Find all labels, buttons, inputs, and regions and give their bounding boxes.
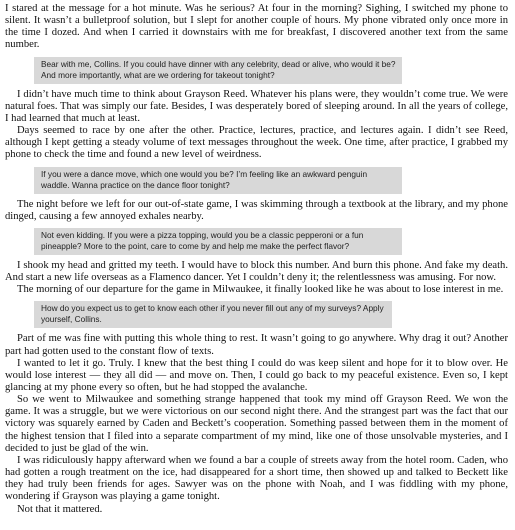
paragraph-4: The night before we left for our out-of-state game, I was skimming through a textbook at the library, and my phone dinged, causing a few annoyed exhales nearby. [5, 198, 508, 222]
paragraph-5: I shook my head and gritted my teeth. I would have to block this number. And burn this phone. And fake my death. And start a new life overseas as a Flamenco dancer. Yet I couldn’t deny it; the relentlessness was amusing. For now. [5, 259, 508, 284]
text-message-1: Bear with me, Collins. If you could have dinner with any celebrity, dead or alive, who would it be? And more importantly, what are we ordering for takeout tonight? [34, 57, 402, 84]
book-page [5, 3, 508, 516]
paragraph-6: The morning of our departure for the game in Milwaukee, it finally looked like he was about to lose interest in me. [17, 284, 504, 296]
paragraph-11: Not that it mattered. [17, 503, 103, 515]
paragraph-1: I stared at the message for a hot minute. Was he serious? At four in the morning? Sighing, I switched my phone to silent. It wasn’t a bulletproof solution, but I slept for another couple of hours. My phone vibrated only once more in the time I dozed. And when I carried it downstairs with me for breakfast, I discovered another text from the same number. [5, 3, 508, 51]
paragraph-9: So we went to Milwaukee and something strange happened that took my mind off Grayson Reed. We won the game. It was a struggle, but we were victorious on our second night there. And the strangest part was the fact that our victory was squarely earned by Caden and Beckett’s cooperation. Something passed between them in the moment of the highest tension that I filed into a separate compartment of my mind, like one of those unsolvable mysteries, and I decided to just be glad of the win. [5, 394, 508, 454]
paragraph-10: I was ridiculously happy afterward when we found a bar a couple of streets away from the hotel room. Caden, who had gotten a rough treatment on the ice, had disappeared for a short time, then showed up and talked to Beckett like they had truly been friends for ages. Sawyer was on the phone with Noah, and I was fiddling with my phone, wondering if Grayson was playing a game tonight. [5, 454, 508, 503]
text-message-2: If you were a dance move, which one would you be? I’m feeling like an awkward penguin waddle. Wanna practice on the dance floor tonight? [34, 167, 402, 194]
paragraph-3: Days seemed to race by one after the other. Practice, lectures, practice, and lectures again. I didn’t see Reed, although I kept getting a steady volume of text messages throughout the week. One time, after practice, I grabbed my phone to check the time and found a new level of weirdness. [5, 125, 508, 161]
paragraph-7: Part of me was fine with putting this whole thing to rest. It wasn’t going to go anywhere. Why drag it out? Another part had gotten used to the constant flow of texts. [5, 333, 508, 357]
paragraph-2: I didn’t have much time to think about Grayson Reed. Whatever his plans were, they wouldn’t come true. We were natural foes. That was simply our fate. Besides, I was desperately bored of sleeping around. In all the years of college, I had learned that much at least. [5, 88, 508, 124]
text-message-4: How do you expect us to get to know each other if you never fill out any of my surveys? Apply yourself, Collins. [34, 301, 392, 328]
text-message-3: Not even kidding. If you were a pizza topping, would you be a classic pepperoni or a fun pineapple? More to the point, care to come by and help me make the perfect flavor? [34, 228, 402, 255]
paragraph-8: I wanted to let it go. Truly. I knew that the best thing I could do was keep silent and hope for it to blow over. He would lose interest — they all did — and move on. Then, I could go back to my peaceful existence. Even so, I kept glancing at my phone every so often, but he had stopped the avalanche. [5, 357, 508, 393]
